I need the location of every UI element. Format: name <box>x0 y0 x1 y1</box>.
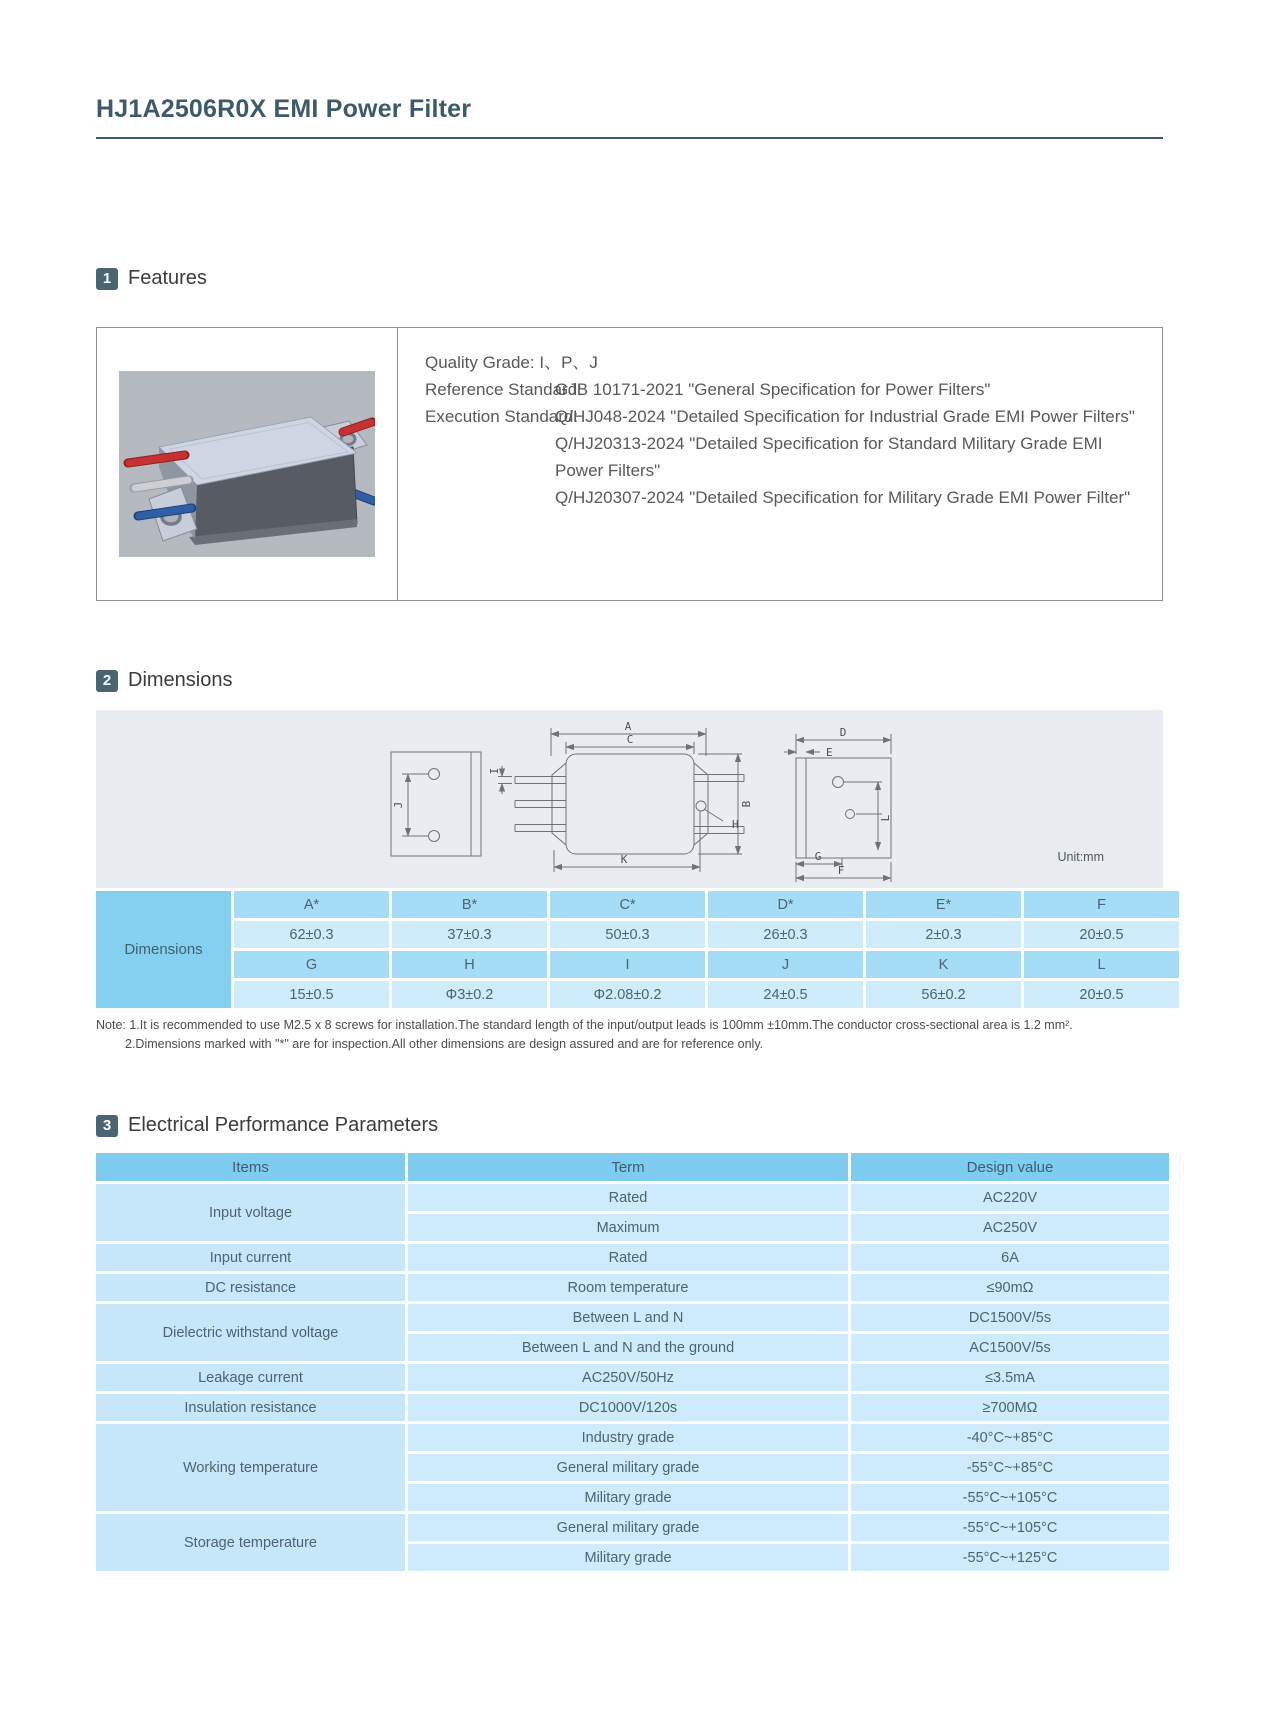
electrical-term-cell: Room temperature <box>408 1274 848 1301</box>
quality-grade-line <box>425 349 1136 376</box>
dim-label-H: H <box>732 818 739 831</box>
electrical-term-cell: Between L and N and the ground <box>408 1334 848 1361</box>
dimension-value-cell: 24±0.5 <box>708 981 863 1008</box>
table-row <box>96 1514 1169 1541</box>
dimension-label-cell: J <box>708 951 863 978</box>
table-row <box>96 1184 1169 1211</box>
quality-grade-label: Quality Grade: <box>425 353 535 372</box>
section-title: Electrical Performance Parameters <box>128 1114 439 1136</box>
dimension-drawing <box>96 710 1163 888</box>
electrical-term-cell: AC250V/50Hz <box>408 1364 848 1391</box>
dimension-value-cell: 26±0.3 <box>708 921 863 948</box>
electrical-term-cell: General military grade <box>408 1454 848 1481</box>
section-number-badge: 1 <box>96 268 118 290</box>
dim-label-B: B <box>740 800 753 808</box>
electrical-item-cell: Input current <box>96 1244 405 1271</box>
product-photo <box>119 371 375 557</box>
dim-label-K: K <box>620 853 628 866</box>
dim-label-G: G <box>814 850 822 863</box>
dimension-value-cell: Φ3±0.2 <box>392 981 547 1008</box>
dimension-value-cell: Φ2.08±0.2 <box>550 981 705 1008</box>
electrical-value-cell: -55°C~+125°C <box>851 1544 1169 1571</box>
dimension-label-cell: G <box>234 951 389 978</box>
execution-standard-label: Execution Standard: <box>425 407 579 426</box>
electrical-term-cell: DC1000V/120s <box>408 1394 848 1421</box>
dimension-label-cell: E* <box>866 891 1021 918</box>
electrical-term-cell: Maximum <box>408 1214 848 1241</box>
electrical-table <box>93 1150 1172 1574</box>
dimension-label-cell: K <box>866 951 1021 978</box>
dim-label-J: J <box>392 801 405 809</box>
reference-standard-label: Reference Standard: <box>425 380 582 399</box>
table-row <box>96 1364 1169 1391</box>
unit-label: Unit:mm <box>1057 850 1104 864</box>
electrical-term-cell: Between L and N <box>408 1304 848 1331</box>
dim-label-D: D <box>839 726 847 739</box>
dimension-value-cell: 56±0.2 <box>866 981 1021 1008</box>
execution-standard-value: Q/HJ20307-2024 "Detailed Specification for Military Grade EMI Power Filter" <box>555 488 1131 507</box>
dimensions-table <box>93 888 1182 1011</box>
section-header-electrical <box>96 1114 1163 1137</box>
dimension-value-cell: 20±0.5 <box>1024 981 1179 1008</box>
electrical-header-design-value: Design value <box>851 1153 1169 1181</box>
electrical-term-cell: Industry grade <box>408 1424 848 1451</box>
table-row <box>96 1274 1169 1301</box>
electrical-item-cell: Leakage current <box>96 1364 405 1391</box>
dim-label-I: I <box>488 767 501 775</box>
reference-standard-line <box>425 376 1136 403</box>
electrical-term-cell: Rated <box>408 1184 848 1211</box>
electrical-header-items: Items <box>96 1153 405 1181</box>
electrical-value-cell: ≥700MΩ <box>851 1394 1169 1421</box>
table-row <box>96 951 1179 978</box>
execution-standard-block <box>425 403 1136 511</box>
dimension-label-cell: C* <box>550 891 705 918</box>
electrical-value-cell: DC1500V/5s <box>851 1304 1169 1331</box>
table-row <box>96 921 1179 948</box>
dimension-notes <box>96 1016 1163 1054</box>
section-title: Features <box>128 267 207 289</box>
dim-label-E: E <box>826 746 833 759</box>
electrical-value-cell: -55°C~+105°C <box>851 1514 1169 1541</box>
section-header-features <box>96 267 1163 290</box>
table-row <box>96 1394 1169 1421</box>
features-table <box>96 327 1163 601</box>
features-text-cell <box>398 328 1162 600</box>
table-row <box>96 891 1179 918</box>
title-underline <box>96 137 1163 139</box>
electrical-header-term: Term <box>408 1153 848 1181</box>
dimension-value-cell: 50±0.3 <box>550 921 705 948</box>
dimension-value-cell: 62±0.3 <box>234 921 389 948</box>
dimension-label-cell: L <box>1024 951 1179 978</box>
electrical-term-cell: General military grade <box>408 1514 848 1541</box>
dimension-label-cell: I <box>550 951 705 978</box>
electrical-term-cell: Rated <box>408 1244 848 1271</box>
electrical-value-cell: AC1500V/5s <box>851 1334 1169 1361</box>
electrical-value-cell: AC220V <box>851 1184 1169 1211</box>
section-header-dimensions <box>96 669 1163 692</box>
dimension-label-cell: H <box>392 951 547 978</box>
dimensions-row-header: Dimensions <box>96 891 231 1008</box>
table-row <box>96 1304 1169 1331</box>
electrical-item-cell: Input voltage <box>96 1184 405 1241</box>
electrical-term-cell: Military grade <box>408 1544 848 1571</box>
dimension-label-cell: D* <box>708 891 863 918</box>
electrical-value-cell: -55°C~+105°C <box>851 1484 1169 1511</box>
dimension-value-cell: 2±0.3 <box>866 921 1021 948</box>
execution-standard-value: Q/HJ048-2024 "Detailed Specification for Industrial Grade EMI Power Filters" <box>555 407 1135 426</box>
dimension-drawing-panel <box>96 710 1163 888</box>
dim-label-C: C <box>626 733 634 746</box>
dimension-value-cell: 15±0.5 <box>234 981 389 1008</box>
table-row <box>96 1424 1169 1451</box>
section-number-badge: 3 <box>96 1115 118 1137</box>
electrical-item-cell: DC resistance <box>96 1274 405 1301</box>
dim-label-F: F <box>837 864 845 877</box>
dimension-value-cell: 20±0.5 <box>1024 921 1179 948</box>
electrical-value-cell: 6A <box>851 1244 1169 1271</box>
execution-standard-values <box>555 403 1136 511</box>
note-line-1: Note: 1.It is recommended to use M2.5 x 8 screws for installation.The standard length of the input/output leads is 100mm ±10mm.The conductor cross-sectional area is 1.2 mm². <box>96 1018 1073 1032</box>
dim-label-A: A <box>624 720 632 733</box>
electrical-term-cell: Military grade <box>408 1484 848 1511</box>
table-row <box>96 981 1179 1008</box>
dimension-label-cell: B* <box>392 891 547 918</box>
section-title: Dimensions <box>128 669 233 691</box>
electrical-item-cell: Insulation resistance <box>96 1394 405 1421</box>
electrical-value-cell: -40°C~+85°C <box>851 1424 1169 1451</box>
electrical-value-cell: ≤3.5mA <box>851 1364 1169 1391</box>
table-row <box>96 1244 1169 1271</box>
page-title: HJ1A2506R0X EMI Power Filter <box>96 95 472 123</box>
reference-standard-value: GJB 10171-2021 "General Specification for Power Filters" <box>555 380 991 399</box>
electrical-value-cell: -55°C~+85°C <box>851 1454 1169 1481</box>
electrical-item-cell: Dielectric withstand voltage <box>96 1304 405 1361</box>
dimension-value-cell: 37±0.3 <box>392 921 547 948</box>
electrical-item-cell: Storage temperature <box>96 1514 405 1571</box>
section-number-badge: 2 <box>96 670 118 692</box>
dim-label-L: L <box>879 814 892 822</box>
quality-grade-value: I、P、J <box>539 353 598 372</box>
electrical-value-cell: ≤90mΩ <box>851 1274 1169 1301</box>
note-line-2: 2.Dimensions marked with "*" are for inspection.All other dimensions are design assured and are for reference only. <box>125 1037 764 1051</box>
electrical-item-cell: Working temperature <box>96 1424 405 1511</box>
execution-standard-value: Q/HJ20313-2024 "Detailed Specification for Standard Military Grade EMI Power Filters" <box>555 434 1103 480</box>
electrical-value-cell: AC250V <box>851 1214 1169 1241</box>
dimension-label-cell: F <box>1024 891 1179 918</box>
dimension-label-cell: A* <box>234 891 389 918</box>
electrical-header-row <box>96 1153 1169 1181</box>
product-image-cell <box>97 328 398 600</box>
